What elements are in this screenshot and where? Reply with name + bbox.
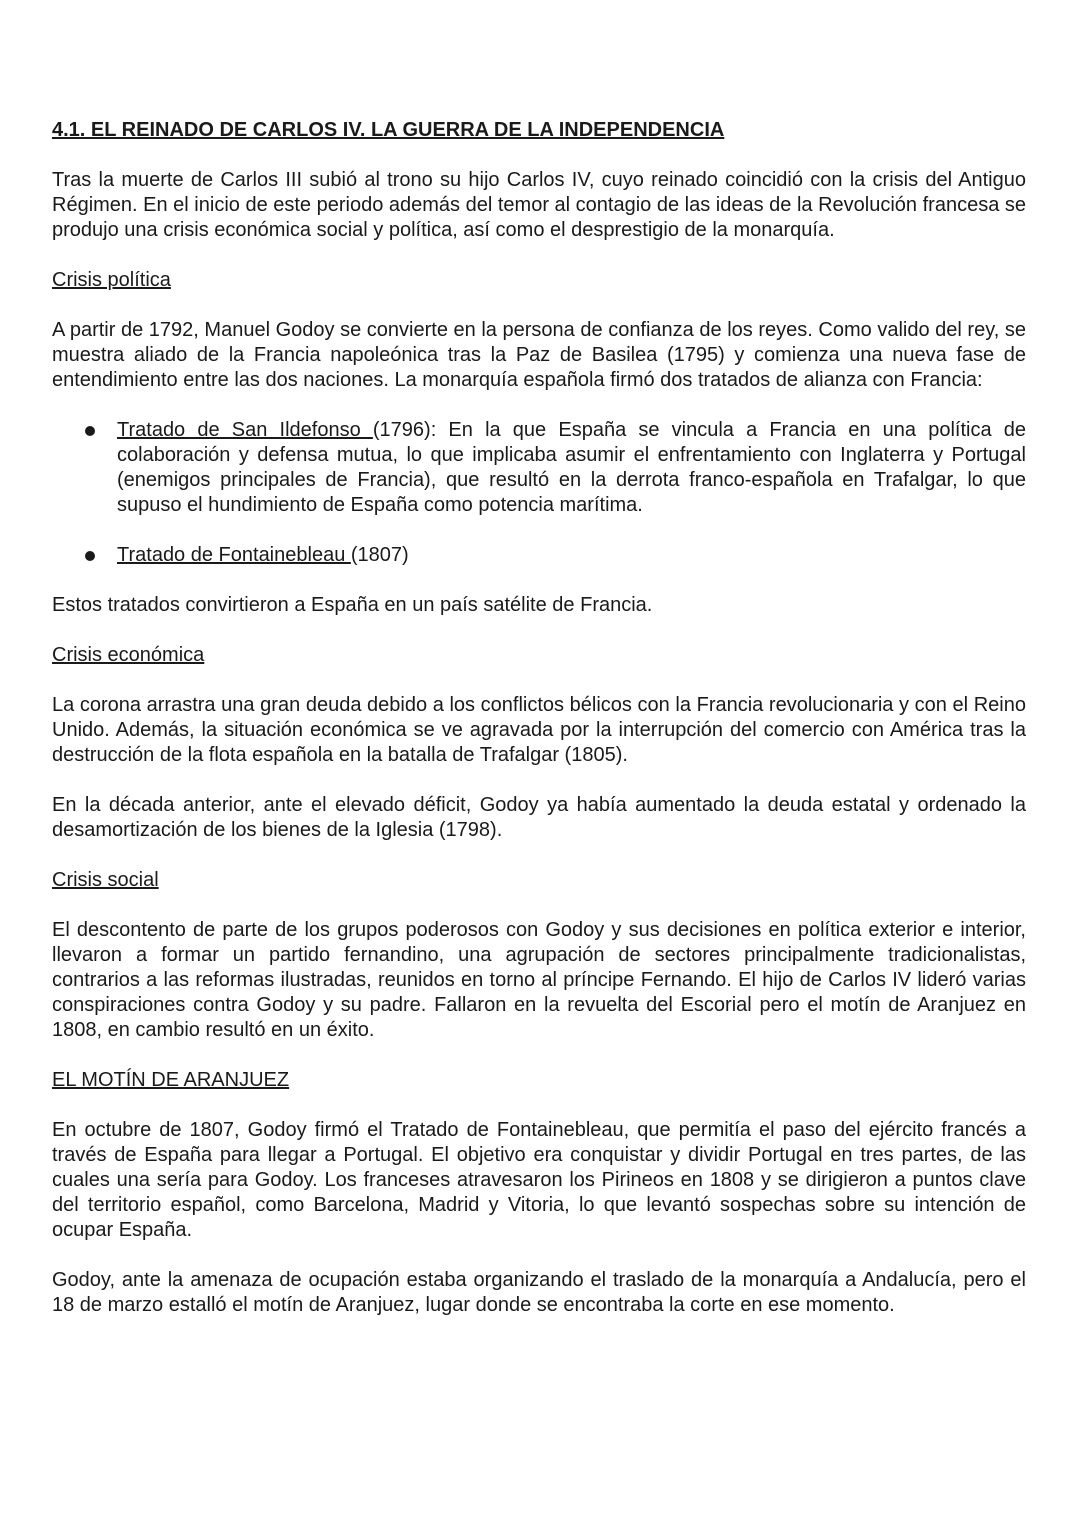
paragraph: El descontento de parte de los grupos poderosos con Godoy y sus decisiones en política exterior e interior, llevaron a formar un partido fernandino, una agrupación de sectores principalmente tradicionalistas, contrarios a las reformas ilustradas, reunidos en torno al príncipe Fernando. El hijo de Carlos IV lideró varias conspiraciones contra Godoy y su padre. Fallaron en la revuelta del Escorial pero el motín de Aranjuez en 1808, en cambio resultó en un éxito. [52, 919, 1026, 1041]
section-crisis-politica [52, 268, 1026, 618]
section-label: EL MOTÍN DE ARANJUEZ [52, 1069, 290, 1091]
list-item [52, 543, 1026, 568]
section-crisis-economica [52, 643, 1026, 843]
paragraph: En octubre de 1807, Godoy firmó el Tratado de Fontainebleau, que permitía el paso del ejército francés a través de España para llegar a Portugal. El objetivo era conquistar y dividir Portugal en tres partes, de las cuales una sería para Godoy. Los franceses atravesaron los Pirineos en 1808 y se dirigieron a puntos clave del territorio español, como Barcelona, Madrid y Vitoria, lo que levantó sospechas sobre su intención de ocupar España. [52, 1119, 1026, 1241]
treaty-text: (1807) [350, 544, 409, 566]
treaties-list [52, 418, 1026, 568]
section-label: Crisis política [52, 269, 171, 291]
intro-paragraph: Tras la muerte de Carlos III subió al trono su hijo Carlos IV, cuyo reinado coincidió con la crisis del Antiguo Régimen. En el inicio de este periodo además del temor al contagio de las ideas de la Revolución francesa se produjo una crisis económica social y política, así como el desprestigio de la monarquía. [52, 169, 1026, 241]
paragraph: Godoy, ante la amenaza de ocupación estaba organizando el traslado de la monarquía a Andalucía, pero el 18 de marzo estalló el motín de Aranjuez, lugar donde se encontraba la corte en ese momento. [52, 1269, 1026, 1316]
document-title: 4.1. EL REINADO DE CARLOS IV. LA GUERRA DE LA INDEPENDENCIA [52, 119, 725, 141]
section-label: Crisis social [52, 869, 159, 891]
paragraph: La corona arrastra una gran deuda debido a los conflictos bélicos con la Francia revolucionaria y con el Reino Unido. Además, la situación económica se ve agravada por la interrupción del comercio con América tras la destrucción de la flota española en la batalla de Trafalgar (1805). [52, 694, 1026, 766]
paragraph: Estos tratados convirtieron a España en un país satélite de Francia. [52, 594, 653, 616]
bullet-icon [85, 426, 95, 436]
document-page [52, 118, 1026, 1343]
treaty-name: Tratado de Fontainebleau [117, 544, 351, 566]
list-item [52, 418, 1026, 518]
treaty-name: Tratado de San Ildefonso [117, 419, 373, 441]
bullet-icon [85, 551, 95, 561]
section-motin-aranjuez [52, 1068, 1026, 1318]
paragraph: En la década anterior, ante el elevado déficit, Godoy ya había aumentado la deuda estatal y ordenado la desamortización de los bienes de la Iglesia (1798). [52, 794, 1026, 841]
paragraph: A partir de 1792, Manuel Godoy se convierte en la persona de confianza de los reyes. Como valido del rey, se muestra aliado de la Francia napoleónica tras la Paz de Basilea (1795) y comienza una nueva fase de entendimiento entre las dos naciones. La monarquía española firmó dos tratados de alianza con Francia: [52, 319, 1026, 391]
section-label: Crisis económica [52, 644, 205, 666]
treaty-text: (1796): En la que España se vincula a Francia en una política de colaboración y defensa mutua, lo que implicaba asumir el enfrentamiento con Inglaterra y Portugal (enemigos principales de Francia), que resultó en la derrota franco-española en Trafalgar, lo que supuso el hundimiento de España como potencia marítima. [117, 419, 1026, 516]
section-crisis-social [52, 868, 1026, 1043]
